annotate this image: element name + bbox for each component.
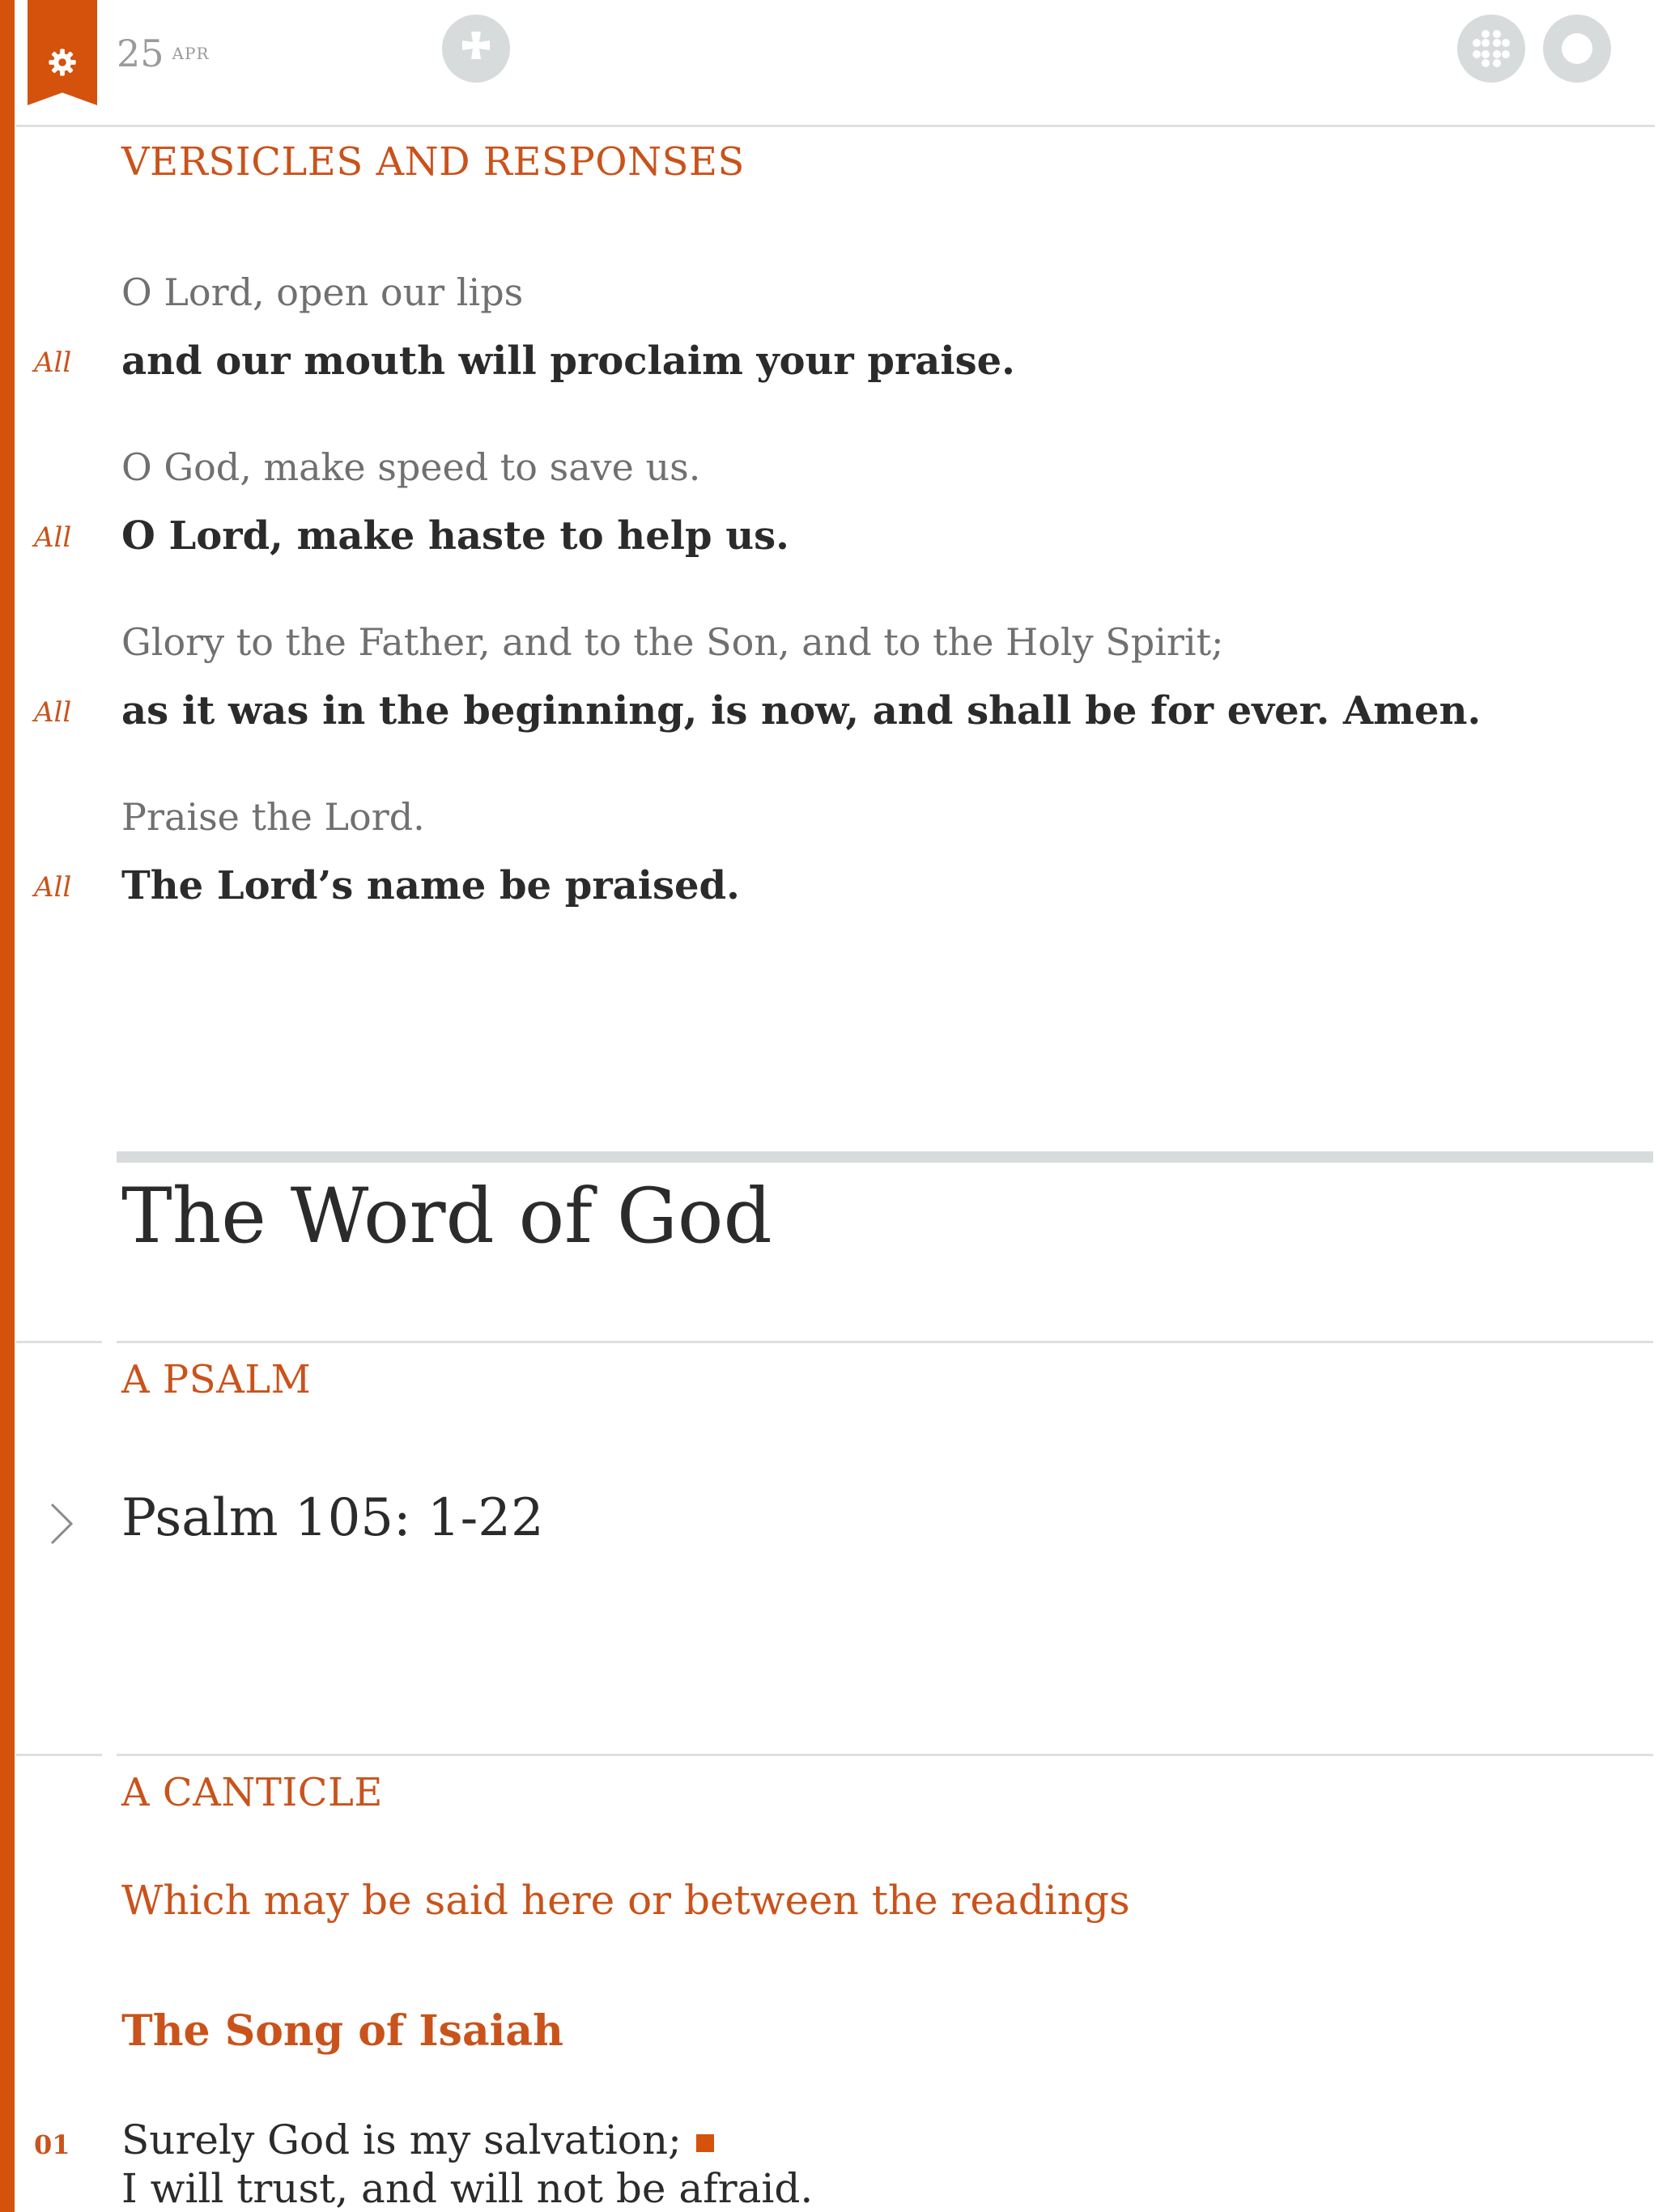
versicle-line: O God, make speed to save us. [121, 445, 701, 489]
all-label: All [34, 521, 72, 554]
psalm-heading: A PSALM [121, 1357, 312, 1402]
canticle-rubric: Which may be said here or between the readings [121, 1877, 1130, 1924]
versicles-heading: VERSICLES AND RESPONSES [121, 139, 745, 185]
response-line: as it was in the beginning, is now, and shall be for ever. Amen. [121, 688, 1482, 734]
section-divider [117, 1151, 1653, 1163]
all-label: All [34, 696, 72, 729]
response-line: O Lord, make haste to help us. [121, 513, 789, 559]
verse-line: I will trust, and will not be afraid. [121, 2165, 814, 2212]
canticle-title: The Song of Isaiah [121, 2006, 563, 2056]
record-icon [1557, 28, 1597, 69]
chevron-right-icon [45, 1499, 78, 1548]
response-line: The Lord’s name be praised. [121, 863, 740, 908]
all-label: All [34, 871, 72, 904]
divider-stub [16, 1341, 102, 1343]
header-divider [16, 125, 1655, 127]
canticle-divider [117, 1754, 1653, 1756]
expand-psalm-button[interactable] [45, 1499, 78, 1551]
record-button[interactable] [1543, 15, 1611, 83]
settings-button[interactable] [28, 0, 97, 105]
grid-button[interactable] [1457, 15, 1525, 83]
versicle-line: Glory to the Father, and to the Son, and to the Holy Spirit; [121, 620, 1224, 664]
pause-mark-icon [696, 2134, 714, 2152]
date-day: 25 [117, 32, 164, 75]
cross-button[interactable] [442, 15, 510, 83]
grid-icon [1470, 28, 1512, 70]
left-accent-rail [0, 0, 15, 2212]
all-label: All [34, 347, 72, 379]
gear-icon [47, 47, 78, 78]
verse-line-text: Surely God is my salvation; [121, 2116, 682, 2163]
psalm-divider [117, 1341, 1653, 1343]
psalm-reference-link[interactable]: Psalm 105: 1-22 [121, 1488, 544, 1548]
response-line: and our mouth will proclaim your praise. [121, 338, 1015, 384]
verse-number: 01 [34, 2129, 70, 2160]
canticle-heading: A CANTICLE [121, 1770, 383, 1815]
verse-line [121, 2116, 714, 2163]
date-display [117, 29, 210, 78]
divider-stub [16, 1754, 102, 1756]
section-title: The Word of God [121, 1172, 772, 1261]
versicle-line: Praise the Lord. [121, 795, 425, 839]
versicle-line: O Lord, open our lips [121, 270, 524, 314]
cross-icon [456, 28, 496, 69]
date-month: APR [172, 44, 210, 63]
